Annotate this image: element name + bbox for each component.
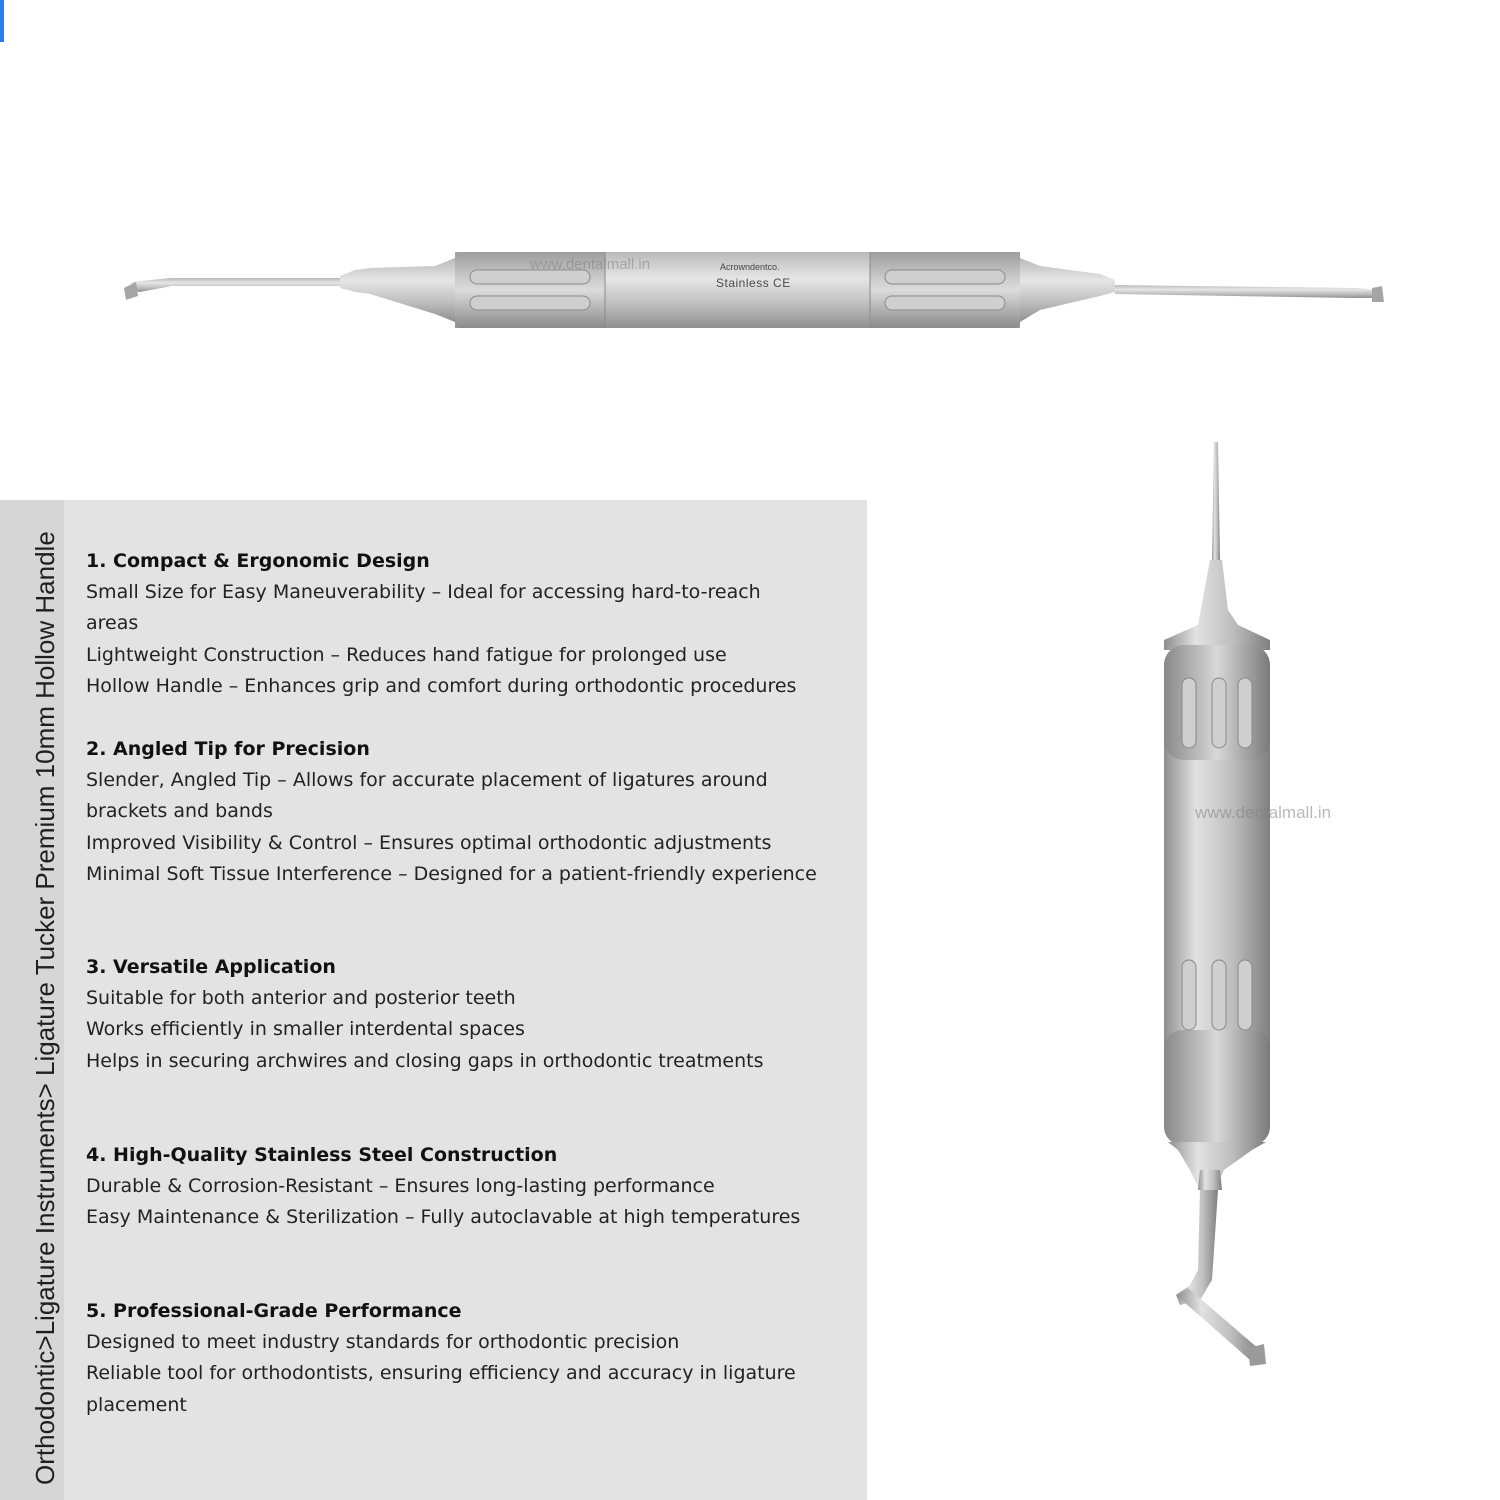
feature-line: Improved Visibility & Control – Ensures optimal orthodontic adjustments [86,831,772,854]
feature-panel [64,500,867,1500]
feature-section-2 [86,734,846,890]
feature-section-4 [86,1140,846,1234]
feature-heading: 2. Angled Tip for Precision [86,738,370,760]
feature-section-1 [86,546,846,702]
feature-section-5 [86,1296,846,1421]
feature-line: areas [86,612,139,635]
breadcrumb-strip [0,500,64,1500]
feature-line: Works efficiently in smaller interdental spaces [86,1018,525,1041]
corner-accent [0,0,4,42]
watermark-side: www.dentalmall.in [1195,803,1332,822]
instrument-image-vertical [1120,430,1320,1390]
feature-line: Hollow Handle – Enhances grip and comfort during orthodontic procedures [86,674,797,697]
feature-line: Slender, Angled Tip – Allows for accurate placement of ligatures around [86,769,768,791]
feature-line: Suitable for both anterior and posterior teeth [86,987,516,1009]
feature-line: Designed to meet industry standards for orthodontic precision [86,1331,680,1353]
feature-heading: 4. High-Quality Stainless Steel Construction [86,1144,558,1166]
feature-line: Lightweight Construction – Reduces hand fatigue for prolonged use [86,643,727,666]
feature-heading: 5. Professional-Grade Performance [86,1300,462,1322]
breadcrumb: Orthodontic>Ligature Instruments> Ligature Tucker Premium 10mm Hollow Handle [30,531,60,1485]
engraving-brand: Acrowndentco. [720,262,780,272]
watermark-top: www.dentalmall.in [530,256,651,273]
feature-heading: 3. Versatile Application [86,956,336,978]
feature-line: Minimal Soft Tissue Interference – Designed for a patient-friendly experience [86,862,817,885]
feature-section-3 [86,952,846,1077]
feature-line: Durable & Corrosion-Resistant – Ensures long-lasting performance [86,1175,715,1197]
feature-line: Small Size for Easy Maneuverability – Ideal for accessing hard-to-reach [86,581,761,603]
feature-line: brackets and bands [86,800,273,823]
feature-line: Easy Maintenance & Sterilization – Fully autoclavable at high temperatures [86,1206,801,1229]
feature-line: Helps in securing archwires and closing gaps in orthodontic treatments [86,1049,764,1072]
engraving-material: Stainless CE [716,276,791,290]
feature-heading: 1. Compact & Ergonomic Design [86,550,430,572]
feature-line: placement [86,1393,187,1416]
feature-line: Reliable tool for orthodontists, ensuring efficiency and accuracy in ligature [86,1362,796,1385]
